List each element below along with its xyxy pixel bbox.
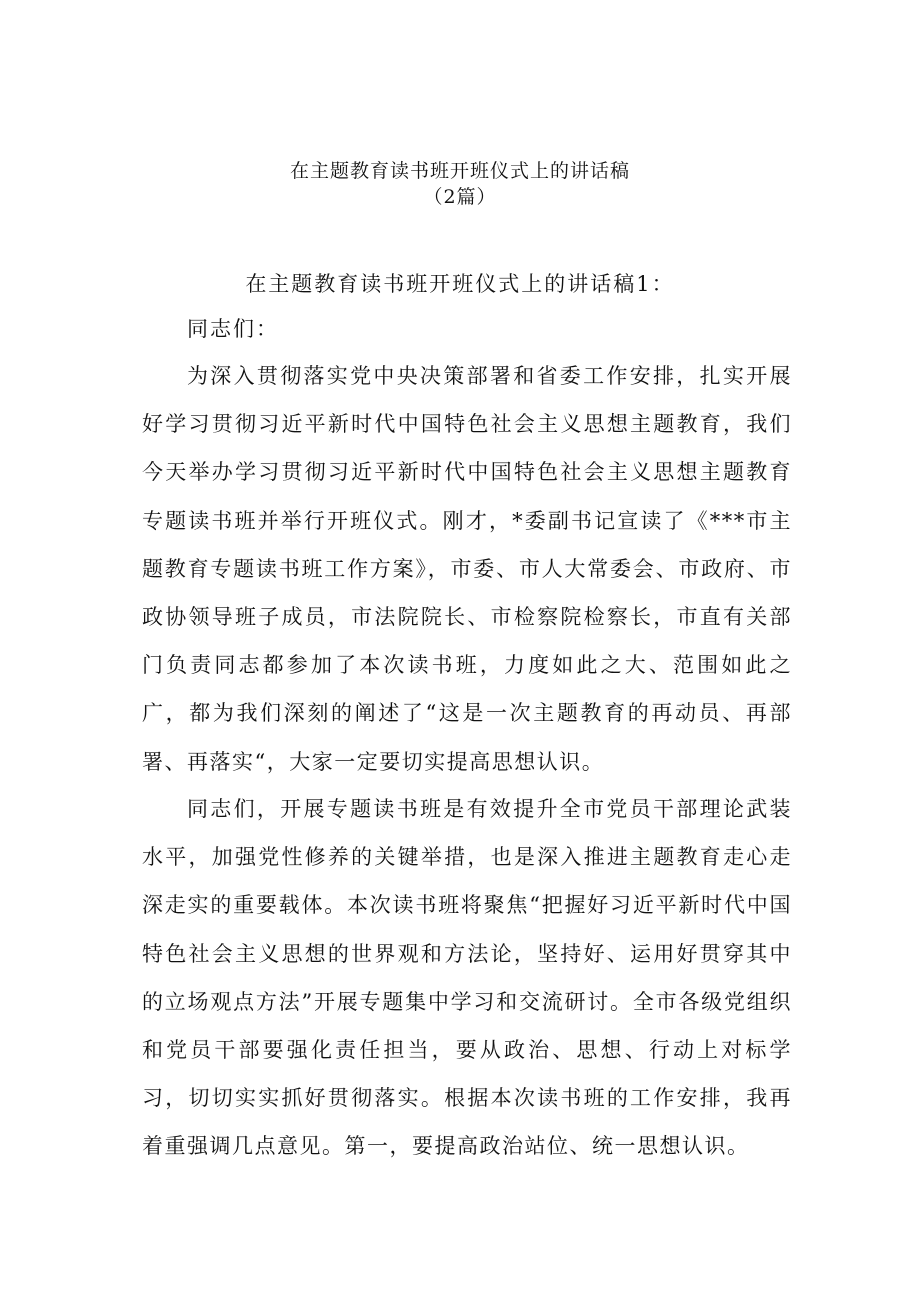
document-title-count: （2篇） bbox=[423, 186, 497, 208]
body-paragraph: 为深入贯彻落实党中央决策部署和省委工作安排，扎实开展好学习贯彻习近平新时代中国特色社会主义思想主题教育，我们今天举办学习贯彻习近平新时代中国特色社会主义思想主题教育专题读书班并举行开班仪式。刚才，*委副书记宣读了《***市主题教育专题读书班工作方案》，市委、市人大常委会、市政府、市政协领导班子成员，市法院院长、市检察院检察长，市直有关部门负责同志都参加了本次读书班，力度如此之大、范围如此之广，都为我们深刻的阐述了“这是一次主题教育的再动员、再部署、再落实“，大家一定要切实提高思想认识。 bbox=[142, 364, 792, 774]
salutation: 同志们： bbox=[187, 317, 279, 341]
document-title: 在主题教育读书班开班仪式上的讲话稿 bbox=[289, 160, 630, 182]
body-paragraph: 同志们，开展专题读书班是有效提升全市党员干部理论武装水平，加强党性修养的关键举措，也是深入推进主题教育走心走深走实的重要载体。本次读书班将聚焦“把握好习近平新时代中国特色社会主义思想的世界观和方法论，坚持好、运用好贯穿其中的立场观点方法”开展专题集中学习和交流研讨。全市各级党组织和党员干部要强化责任担当，要从政治、思想、行动上对标学习，切切实实抓好贯彻落实。根据本次读书班的工作安排，我再着重强调几点意见。第一，要提高政治站位、统一思想认识。 bbox=[142, 797, 792, 1159]
speech-heading: 在主题教育读书班开班仪式上的讲话稿1： bbox=[245, 272, 675, 296]
